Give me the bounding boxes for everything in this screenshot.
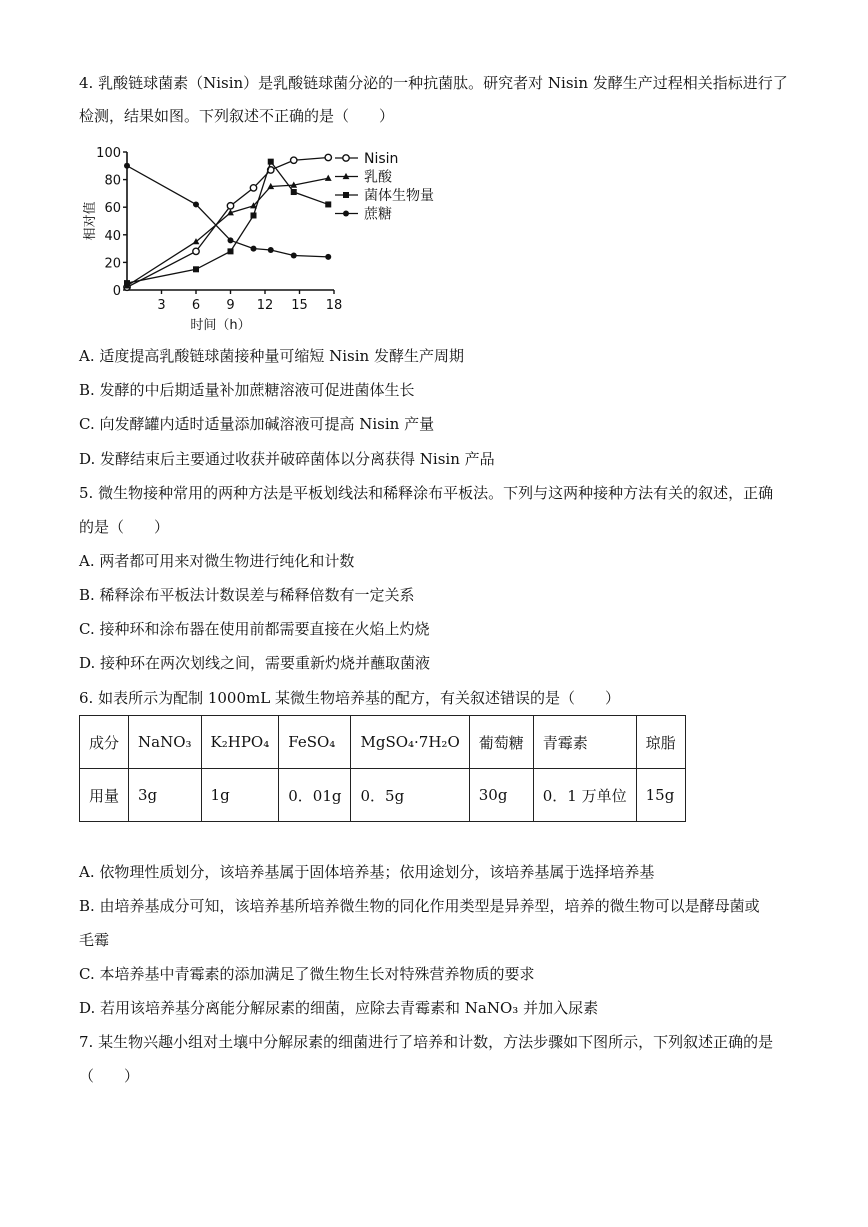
data-point [193, 201, 199, 207]
y-tick-label: 100 [96, 146, 121, 161]
data-point [251, 212, 257, 218]
q6-option-b-line2: 毛霉 [79, 931, 110, 949]
q5-option-d: D. 接种环在两次划线之间，需要重新灼烧并蘸取菌液 [79, 654, 431, 672]
data-point [291, 253, 297, 259]
q6-option-c: C. 本培养基中青霉素的添加满足了微生物生长对特殊营养物质的要求 [79, 965, 535, 983]
q5-option-c: C. 接种环和涂布器在使用前都需要直接在火焰上灼烧 [79, 620, 430, 638]
legend-label: 菌体生物量 [364, 188, 434, 204]
y-tick-label: 20 [104, 256, 121, 272]
y-tick-label: 80 [104, 173, 121, 189]
data-point [325, 175, 332, 181]
y-tick-label: 40 [104, 228, 121, 244]
series-line-1 [127, 178, 328, 286]
q5-option-a: A. 两者都可用来对微生物进行纯化和计数 [79, 552, 355, 570]
q6-option-b-line1: B. 由培养基成分可知，该培养基所培养微生物的同化作用类型是异养型，培养的微生物可以是酵母菌或 [79, 897, 760, 915]
q4-option-a: A. 适度提高乳酸链球菌接种量可缩短 Nisin 发酵生产周期 [79, 347, 464, 365]
data-point [291, 157, 297, 163]
table-cell: 琼脂 [636, 716, 685, 769]
table-cell: MgSO₄·7H₂O [351, 716, 469, 769]
q6-stem: 6. 如表所示为配制 1000mL 某微生物培养基的配方，有关叙述错误的是（ ） [79, 689, 620, 707]
q5-stem-line2: 的是（ ） [79, 518, 170, 536]
data-point [193, 266, 199, 272]
series-line-0 [127, 158, 328, 288]
legend-label: Nisin [364, 151, 399, 167]
data-point [228, 237, 234, 243]
x-tick-label: 6 [191, 298, 201, 313]
table-cell: FeSO₄ [279, 716, 351, 769]
q4-option-b: B. 发酵的中后期适量补加蔗糖溶液可促进菌体生长 [79, 381, 415, 399]
data-point [325, 254, 331, 260]
legend-marker [343, 192, 349, 198]
table-cell: 0．5g [351, 769, 469, 822]
x-tick-label: 15 [291, 298, 308, 313]
x-tick-label: 9 [226, 298, 235, 313]
q7-stem-line2: （ ） [79, 1067, 140, 1085]
data-point [325, 201, 331, 207]
table-cell: 0．01g [279, 769, 351, 822]
data-point [325, 154, 331, 160]
data-point [291, 189, 297, 195]
data-point [268, 159, 274, 165]
table-cell: 葡萄糖 [469, 716, 533, 769]
table-row [80, 716, 686, 769]
data-point [124, 280, 130, 286]
legend-label: 乳酸 [364, 169, 392, 186]
x-axis-label: 时间（h） [190, 318, 251, 333]
chart-svg [80, 140, 460, 340]
legend-label: 蔗糖 [364, 206, 392, 223]
q6-recipe-table [79, 715, 686, 822]
table-row [80, 769, 686, 822]
series-line-3 [127, 166, 328, 257]
q6-option-d: D. 若用该培养基分离能分解尿素的细菌，应除去青霉素和 NaNO₃ 并加入尿素 [79, 999, 599, 1017]
q4-option-c: C. 向发酵罐内适时适量添加碱溶液可提高 Nisin 产量 [79, 415, 435, 433]
y-tick-label: 60 [104, 201, 121, 217]
table-cell: 成分 [80, 716, 129, 769]
q6-option-a: A. 依物理性质划分，该培养基属于固体培养基；依用途划分，该培养基属于选择培养基 [79, 863, 655, 881]
table-cell: 1g [201, 769, 279, 822]
table-cell: 30g [469, 769, 533, 822]
data-point [250, 185, 256, 191]
q4-stem-line2: 检测，结果如图。下列叙述不正确的是（ ） [79, 107, 395, 125]
q4-option-d: D. 发酵结束后主要通过收获并破碎菌体以分离获得 Nisin 产品 [79, 450, 495, 468]
data-point [227, 203, 233, 209]
table-cell: 0．1 万单位 [533, 769, 636, 822]
table-cell: 用量 [80, 769, 129, 822]
table-cell: 青霉素 [533, 716, 636, 769]
table-cell: K₂HPO₄ [201, 716, 279, 769]
q7-stem-line1: 7. 某生物兴趣小组对土壤中分解尿素的细菌进行了培养和计数，方法步骤如下图所示，下列叙述正确的是 [79, 1033, 774, 1051]
data-point [268, 247, 274, 253]
x-tick-label: 12 [256, 298, 274, 313]
y-tick-label: 0 [112, 284, 121, 299]
table-cell: 15g [636, 769, 685, 822]
x-tick-label: 3 [157, 298, 166, 313]
data-point [251, 246, 257, 252]
q4-stem-line1: 4. 乳酸链球菌素（Nisin）是乳酸链球菌分泌的一种抗菌肽。研究者对 Nisin 发酵生产过程相关指标进行了 [79, 74, 788, 92]
data-point [193, 248, 199, 254]
data-point [124, 163, 130, 169]
legend-marker [343, 155, 349, 161]
q5-option-b: B. 稀释涂布平板法计数误差与稀释倍数有一定关系 [79, 586, 415, 604]
q4-line-chart [80, 140, 460, 340]
x-tick-label: 18 [325, 298, 343, 313]
legend-marker [343, 211, 349, 217]
series-line-2 [127, 162, 328, 283]
q5-stem-line1: 5. 微生物接种常用的两种方法是平板划线法和稀释涂布平板法。下列与这两种接种方法有关的叙述，正确 [79, 484, 774, 502]
table-cell: NaNO₃ [129, 716, 202, 769]
table-cell: 3g [129, 769, 202, 822]
y-axis-label: 相对值 [83, 201, 98, 241]
data-point [228, 248, 234, 254]
